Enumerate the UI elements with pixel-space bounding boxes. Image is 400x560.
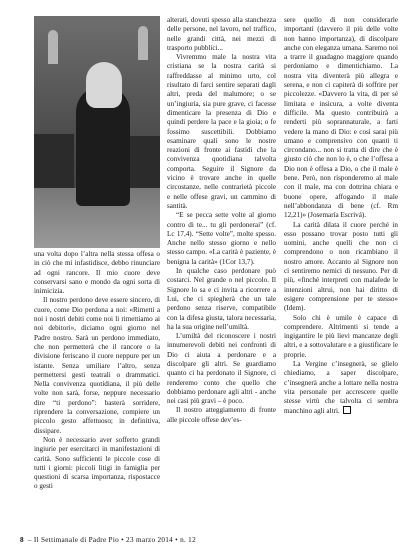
text-column-2 xyxy=(167,16,276,425)
paragraph: alterati, dovuti spesso alla stanchezza delle persone, nel lavoro, nel traffico, nelle grandi città, nei mezzi di trasporto pubblici... xyxy=(167,16,276,52)
publication-line: – Il Settimanale di Padre Pio • 23 marzo 2014 • n. 12 xyxy=(27,536,196,544)
text-column-1 xyxy=(34,250,160,492)
paragraph: Il nostro perdono deve essere sincero, di cuore, come Dio perdona a noi: «Rimetti a noi i nostri debiti come noi li rimettiamo ai noi debitori», diciamo ogni giorno nel Padre nostro. Sarà un perdono immediato, che non permetterà che il rancore o la divisione feriscano il cuore neppure per un istante. Senza umiliare l’altro, senza permettersi gesti teatrali o drammatici. Nella convivenza quotidiana, il più delle volte non sarà, forse, neppure necessario dire “ti perdono”: basterà sorridere, riprendere la conversazione, compiere un piccolo gesto affettuoso; in definitiva, dissipare. xyxy=(34,296,160,435)
white-veil xyxy=(86,62,122,108)
paragraph: L’umiltà del riconoscere i nostri innumerevoli debiti nei confronti di Dio ci aiuta a perdonare e a discolpare gli altri. Se guardiamo quanto ci ha perdonato il Signore, ci renderemo conto che quello che dobbiamo perdonare agli altri - anche nei casi più gravi – è poco. xyxy=(167,332,276,406)
church-window xyxy=(48,30,58,64)
paragraph: Vivremmo male la nostra vita cristiana se la nostra carità si raffreddasse al minimo urto, col risultato di farci sentire separati dagli altri, preda del malumore; o se un’ingiuria, sia pure grave, ci facesse dimenticare la presenza di Dio e quindi perdere la pace e la gioia; o fe fossimo suscettibili. Dobbiamo esaminare quali sono le nostre reazioni di fronte ai fastidi che la convivenza quotidiana talvolta comporta. Seguire il Signore da vicino è trovare anche in quelle circostanze, nelle contrarietà piccole e nelle offese gravi, un cammino di santità. xyxy=(167,53,276,210)
end-of-article-mark xyxy=(343,406,351,414)
page-number: 8 xyxy=(20,536,24,544)
paragraph: sere quello di non considerarle importanti (davvero il più delle volte non hanno importanza), di discolpare anche con eleganza umana. Saremo noi a trarre il guadagno maggiore quando perdoniamo e dimentichiamo. La nostra vita diventerà più allegra e serena, e non ci capiterà di soffrire per piccolezze. «Davvero la vita, di per sé limitata e insicura, a volte diventa difficile. Ma questo contribuirà a renderti più soprannaturale, a farti vedere la mano di Dio: e così sarai più umano e comprensivo con quanti ti circondano... non si tratta di dire che è giusto ciò che non lo è, o che l’offesa a Dio non è offesa a Dio, o che il male è bene. Però, non risponderemo al male con il male, ma con dottrina chiara e buone opere, affogando il male nell’abbondanza di bene (cf. Rm 12,21)» (Josemaría Escrivá). xyxy=(284,16,398,220)
paragraph: una volta dopo l’altra nella stessa offesa o in ciò che mi infastidisce, debbo rinunciare ad ogni rancore. Il mio cuore deve conservarsi sano e mondo da ogni sorta di inimicizia. xyxy=(34,250,160,296)
text-column-3 xyxy=(284,16,398,417)
paragraph: In qualche caso perdonare può costarci. Nel grande o nel piccolo. Il Signore lo sa e ci invita a ricorrere a Lui, che ci spiegherà che un tale perdono senza riserve, compatibile con la difesa giusta, talora necessaria, ha la sua origine nell’umiltà. xyxy=(167,267,276,331)
praying-woman-photo xyxy=(34,16,160,248)
paragraph: “E se pecca sette volte al giorno contro di te... tu gli perdonerai” (cf. Lc 17,4). “Sette volte”, molte spesso. Anche nello stesso giorno e nello stesso campo. «La carità è paziente, è benigna la carità» (1Cor 13,7). xyxy=(167,211,276,266)
paragraph: Solo chi è umile è capace di comprendere. Altrimenti si tende a ingigantire le più lievi mancanze degli altri, e a sottovalutare e a giustificare le proprie. xyxy=(284,313,398,359)
church-window xyxy=(138,26,148,60)
paragraph xyxy=(284,360,398,417)
paragraph: La carità dilata il cuore perché in esso possano trovar posto tutti gli uomini, anche quelli che non ci comprendono o non ricambiano il nostro amore. Accanto al Signore non ci sentiremo nemici di nessuno. Per di più, «finché interpreti con malafede le intenzioni altrui, non hai diritto di esigere comprensione per te stesso» (Idem). xyxy=(284,220,398,313)
paragraph-text: La Vergine c’insegnerà, se glielo chiediamo, a saper discolpare, c’insegnerà anche a lottare nella nostra vita personale per accrescere quelle stesse virtù che talvolta ci sembra manchino agli altri. xyxy=(284,359,398,416)
page-footer xyxy=(20,536,196,544)
paragraph: Non è necessario aver sofferto grandi ingiurie per esercitarci in manifestazioni di carità. Sono sufficienti le piccole cose di tutti i giorni: piccoli litigi in famiglia per questioni di scarsa importanza, rispostacce o gesti xyxy=(34,435,160,491)
paragraph: Il nostro atteggiamento di fronte alle piccole offese dev’es- xyxy=(167,406,276,424)
